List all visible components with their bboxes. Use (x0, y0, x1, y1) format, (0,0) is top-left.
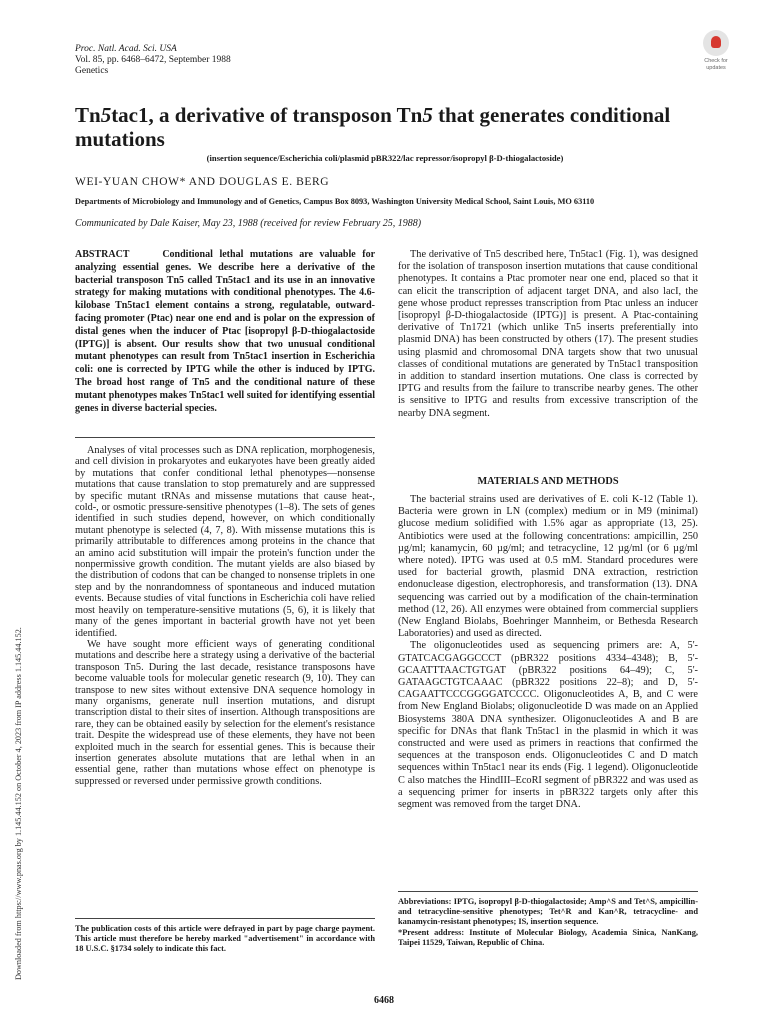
journal-header (75, 44, 231, 77)
affiliation: Departments of Microbiology and Immunology and of Genetics, Campus Box 8093, Washington University Medical School, Saint Louis, MO 63110 (75, 197, 595, 206)
paragraph: Analyses of vital processes such as DNA replication, morphogenesis, and cell division in prokaryotes and eukaryotes have been greatly aided by mutations that confer conditional lethal phenotypes—nonsense mutations that cause translation to stop prematurely and are suppressed by specific mutant tRNAs and missense mutations that cause heat-, cold-, or osmotic pressure-sensitive phenotypes (1–8). The sets of genes identified in such studies depend, however, on which conditionally mutant phenotype is selected (4, 7, 8). With missense mutations this is primarily attributable to differences among proteins in the chance that an amino acid substitution will impair the protein's function under the nonpermissive growth condition. The mutant yields are also biased by the distribution of codons that can be changed to nonsense triplets in one step and by the nonrandomness of spontaneous and induced mutation events. Because studies of vital functions in Escherichia coli have relied most heavily on temperature-sensitive mutations (5, 6), it is likely that many of the genes important in bacterial growth have not yet been identified. (75, 445, 375, 639)
abstract-text: Conditional lethal mutations are valuable for analyzing essential genes. We describe here a derivative of the bacterial transposon Tn5 called Tn5tac1 and its use in an innovative strategy for making mutations with conditional phenotypes. The 4.6-kilobase Tn5tac1 element contains a strong, regulatable, outward-facing promoter (Ptac) near one end and is polar on the expression of distal genes when the inducer of Ptac [isopropyl β-D-thiogalactoside (IPTG)] is absent. Our results show that two unusual conditional mutant phenotypes can result from Tn5tac1 insertion in Escherichia coli: one is corrected by IPTG while the other is induced by IPTG. The broad host range of Tn5 and the conditional nature of these mutant phenotypes makes Tn5tac1 well suited for identifying essential genes in diverse bacterial species. (75, 249, 376, 414)
paragraph: The oligonucleotides used as sequencing primers are: A, 5'-GTATCACGAGGCCCT (pBR322 positions 4334–4348); B, 5'-GCAATTTAACTGTGAT (pBR322 positions 64–49); C, 5'-GATAAGCTGTCAAAC (pBR322 positions 22–8); and D, 5'-CAGAATTCCCGGGGATCCCC. Oligonucleotides A, B, and C were from New England Biolabs; oligonucleotide D was made on an Applied Biosystems 380A DNA synthesizer. Oligonucleotides A and B are specific for DNAs that flank Tn5tac1 in the plasmid in which it was constructed and were used as primers in reactions that confirmed the sequences at the transposon ends. Oligonucleotides C and D match sequences within Tn5tac1 near its ends (Fig. 1 legend). Oligonucleotide C also matches the HindIII–EcoRI segment of pBR322 and was used as a sequencing primer for inserts in pBR322 targets only after this segment was removed from the target DNA. (398, 640, 698, 811)
check-for-updates-icon (703, 30, 729, 56)
communicated-by: Communicated by Dale Kaiser, May 23, 1988 (received for review February 25, 1988) (75, 218, 422, 229)
page-number: 6468 (374, 995, 394, 1006)
check-for-updates-badge[interactable]: Check for updates (693, 30, 739, 71)
section-heading-methods: MATERIALS AND METHODS (477, 476, 619, 487)
authors: WEI-YUAN CHOW* AND DOUGLAS E. BERG (75, 176, 330, 188)
journal-section: Genetics (75, 66, 109, 76)
introduction-right (398, 249, 698, 420)
divider (398, 891, 698, 892)
journal-volume: Vol. 85, pp. 6468–6472, September 1988 (75, 55, 231, 65)
divider (75, 918, 375, 919)
abbreviations-footnote: Abbreviations: IPTG, isopropyl β-D-thiogalactoside; Amp^S and Tet^S, ampicillin- and tetracycline-sensitive phenotypes; Tet^R and Kan^R, tetracycline- and kanamycin-resistant phenotypes; IS, insertion sequence. *Present address: Institute of Molecular Biology, Academia Sinica, NanKang, Taipei 11529, Taiwan, Republic of China. (398, 897, 698, 947)
introduction-left (75, 445, 375, 787)
paragraph: The derivative of Tn5 described here, Tn5tac1 (Fig. 1), was designed for the isolation of transposon insertion mutations that cause conditional phenotypes. It contains a Ptac promoter near one end, placed so that it can elicit the transcription of adjacent target DNA, and also lacI, the gene whose product represses transcription from Ptac unless an inducer [isopropyl β-D-thiogalactoside (IPTG)] is present. A Ptac-containing derivative of Tn1721 (which unlike Tn5 inserts preferentially into plasmid DNA) has been constructed by others (17). The present studies using plasmid and chromosomal DNA targets show that two unusual classes of conditional mutations are generated by Tn5tac1 transposition in addition to standard insertion mutations. One class is corrected by IPTG and results from the failure to transcribe nearby genes. The other is sensitive to IPTG and results from excessive transcription of the nearby DNA segment. (398, 249, 698, 419)
publication-cost-footnote: The publication costs of this article were defrayed in part by page charge payment. This article must therefore be hereby marked "advertisement" in accordance with 18 U.S.C. §1734 solely to indicate this fact. (75, 924, 375, 954)
methods-text (398, 494, 698, 811)
abstract (75, 249, 375, 415)
divider (75, 437, 375, 438)
article-title: Tn5tac1, a derivative of transposon Tn5 that generates conditional mutations (75, 103, 671, 151)
abstract-label: ABSTRACT (75, 249, 130, 260)
keywords: (insertion sequence/Escherichia coli/plasmid pBR322/lac repressor/isopropyl β-D-thiogalactoside) (206, 153, 564, 163)
download-watermark: Downloaded from https://www.pnas.org by 1.145.44.152 on October 4, 2023 from IP address 1.145.44.152. (14, 627, 23, 980)
paragraph: The bacterial strains used are derivatives of E. coli K-12 (Table 1). Bacteria were grown in LN (complex) medium or in M9 (minimal) glucose medium solidified with 1.5% agar as appropriate (13, 25). Antibiotics were used at the following concentrations: ampicillin, 250 µg/ml; kanamycin, 60 µg/ml; and tetracycline, 12 µg/ml (or 6 µg/ml where noted). IPTG was used at 0.5 mM. Standard procedures were used for bacterial growth, plasmid DNA extraction, restriction endonuclease digestion, electrophoresis, and transformation (13). DNA sequencing was carried out by a modification of the chain-termination method (12, 26). All enzymes were obtained from commercial suppliers (New England Biolabs, Boehringer Mannheim, or Bethesda Research Laboratories) and used as directed. (398, 494, 698, 640)
journal-name: Proc. Natl. Acad. Sci. USA (75, 44, 177, 54)
paragraph: We have sought more efficient ways of generating conditional mutations and describe here a strategy using a derivative of the bacterial transposon Tn5. During the last decade, resistance transposons have become valuable tools for molecular genetic research (9, 10). They can transpose to new sites without extensive DNA sequence homology in many organisms, generate null insertion mutations, and disrupt transcription distal to their sites of insertion. Although transpositions are rare, they can be obtained easily by selection for the element's resistance trait. Despite the widespread use of these elements, they have not been exploited much in the search for essential genes. This is because their insertion generates absolute mutations that are lethal when in an essential gene, rather than mutations whose effect on phenotype is suppressed or reversed under permissive growth conditions. (75, 638, 375, 787)
